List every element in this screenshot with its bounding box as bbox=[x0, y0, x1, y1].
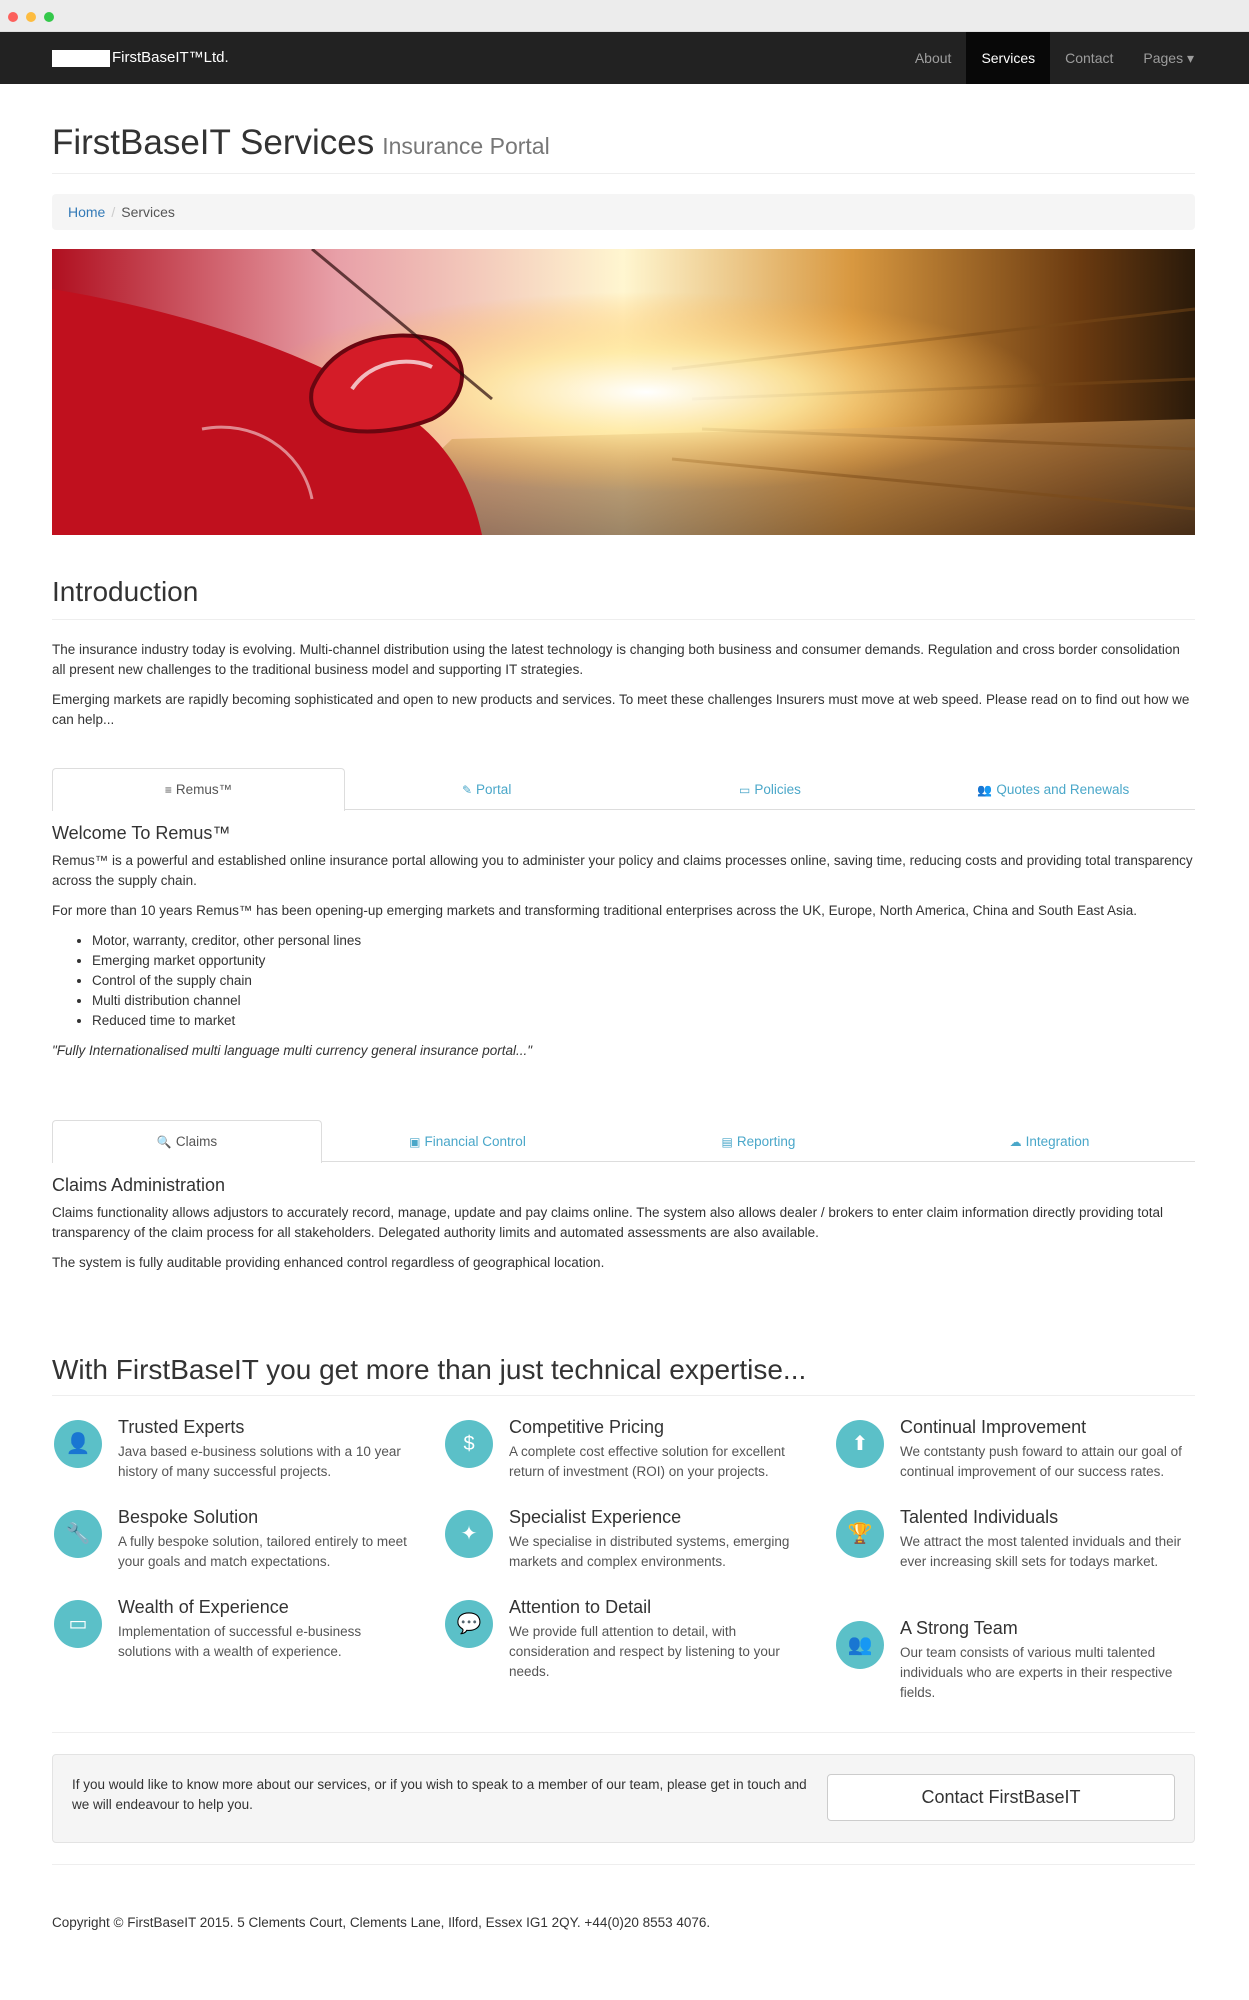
feature-competitive-pricing bbox=[443, 1414, 818, 1494]
desktop-icon: ▭ bbox=[54, 1600, 102, 1648]
tab-reporting[interactable] bbox=[613, 1120, 904, 1161]
claims-paragraph-2: The system is fully auditable providing enhanced control regardless of geographical location. bbox=[52, 1255, 605, 1270]
file-icon: ▤ bbox=[721, 1135, 733, 1149]
hero-car-illustration bbox=[52, 249, 1195, 535]
breadcrumb bbox=[52, 194, 1195, 230]
tab-remus[interactable] bbox=[52, 768, 345, 811]
database-icon: ≡ bbox=[164, 783, 172, 797]
money-icon: $ bbox=[445, 1420, 493, 1468]
feature-title: Competitive Pricing bbox=[509, 1417, 665, 1437]
money-icon: ▣ bbox=[409, 1135, 421, 1149]
tab-portal[interactable] bbox=[345, 768, 628, 809]
intro-heading: Introduction bbox=[52, 570, 1195, 620]
users-icon: 👥 bbox=[977, 783, 993, 797]
contact-callout-text: If you would like to know more about our services, or if you wish to speak to a member of our team, please get in touch and we will endeavour to help you. bbox=[72, 1777, 807, 1812]
feature-title: Bespoke Solution bbox=[118, 1507, 259, 1527]
team-icon: 👥 bbox=[836, 1621, 884, 1669]
tab-integration-label: Integration bbox=[1025, 1134, 1090, 1149]
tab-integration[interactable] bbox=[904, 1120, 1195, 1161]
product-tab-bar bbox=[52, 768, 1195, 810]
remus-paragraph-1: Remus™ is a powerful and established online insurance portal allowing you to administer your policy and claims processes online, saving time, reducing costs and providing total transparency across the supply chain. bbox=[52, 853, 1193, 888]
claims-paragraph-1: Claims functionality allows adjustors to accurately record, manage, update and pay claims online. The system also allows dealer / brokers to enter claim information directly providing total transparency of the claim process for all stakeholders. Delegated authority limits and automated assessments are also available. bbox=[52, 1205, 1164, 1240]
feature-continual-improvement bbox=[834, 1414, 1209, 1494]
feature-title: Specialist Experience bbox=[509, 1507, 682, 1527]
tab-quotes-label: Quotes and Renewals bbox=[996, 782, 1130, 797]
tab-financial-label: Financial Control bbox=[424, 1134, 526, 1149]
tab-claims[interactable] bbox=[52, 1120, 322, 1163]
nav-item-contact[interactable]: Contact bbox=[1065, 50, 1114, 66]
page-title bbox=[52, 118, 1195, 171]
remus-paragraph-2: For more than 10 years Remus™ has been opening-up emerging markets and transforming traditional enterprises across the UK, Europe, North America, China and South East Asia. bbox=[52, 903, 1138, 918]
feature-title: Trusted Experts bbox=[118, 1417, 245, 1437]
contact-callout bbox=[52, 1754, 1195, 1843]
edit-icon: ✎ bbox=[461, 783, 473, 797]
tab-portal-label: Portal bbox=[476, 782, 512, 797]
user-icon: 👤 bbox=[54, 1420, 102, 1468]
hero-image bbox=[52, 249, 1195, 535]
feature-title: A Strong Team bbox=[900, 1618, 1018, 1638]
tab-financial-control[interactable] bbox=[322, 1120, 613, 1161]
list-item: • Motor, warranty, creditor, other personal lines bbox=[92, 931, 1195, 951]
page-header bbox=[52, 118, 1195, 174]
trophy-icon: 🏆 bbox=[836, 1510, 884, 1558]
brand-logo-box bbox=[52, 50, 110, 67]
intro-section bbox=[52, 570, 1195, 730]
module-tab-bar bbox=[52, 1120, 1195, 1162]
contact-button[interactable]: Contact FirstBaseIT bbox=[827, 1774, 1175, 1821]
module-tabs bbox=[52, 1120, 1195, 1273]
remus-feature-list bbox=[52, 931, 1195, 1031]
feature-trusted-experts bbox=[52, 1414, 427, 1494]
nav-menu bbox=[900, 32, 1209, 84]
breadcrumb-separator: / bbox=[111, 204, 116, 220]
maximize-window-icon[interactable] bbox=[44, 12, 54, 22]
page-subtitle: Insurance Portal bbox=[382, 133, 550, 159]
nav-item-about[interactable]: About bbox=[914, 50, 952, 66]
feature-description: We attract the most talented inviduals and their ever increasing skill sets for todays market. bbox=[900, 1534, 1182, 1569]
feature-talented-individuals bbox=[834, 1504, 1209, 1604]
tab-reporting-label: Reporting bbox=[736, 1134, 796, 1149]
product-tabs bbox=[52, 768, 1195, 1061]
comment-icon: 💬 bbox=[445, 1600, 493, 1648]
feature-title: Wealth of Experience bbox=[118, 1597, 289, 1617]
remus-quote: "Fully Internationalised multi language multi currency general insurance portal..." bbox=[52, 1043, 533, 1058]
tab-claims-label: Claims bbox=[175, 1134, 218, 1149]
nav-item-services[interactable]: Services bbox=[966, 32, 1050, 84]
list-item: • Reduced time to market bbox=[92, 1011, 1195, 1031]
tab-policies-label: Policies bbox=[754, 782, 801, 797]
feature-bespoke-solution bbox=[52, 1504, 427, 1584]
remus-heading: Welcome To Remus™ bbox=[52, 823, 231, 843]
page-title-text: FirstBaseIT Services bbox=[52, 123, 375, 162]
claims-heading: Claims Administration bbox=[52, 1175, 226, 1195]
features-heading: With FirstBaseIT you get more than just technical expertise... bbox=[52, 1346, 1195, 1396]
tab-quotes-renewals[interactable] bbox=[912, 768, 1195, 809]
feature-description: We contstanty push foward to attain our goal of continual improvement of our success rates. bbox=[900, 1444, 1182, 1479]
feature-strong-team bbox=[834, 1615, 1209, 1715]
intro-paragraph-1: The insurance industry today is evolving. Multi-channel distribution using the latest technology is changing both business and consumer demands. Regulation and cross border consolidation all present new challenges to the traditional business model and supporting IT strategies. bbox=[52, 642, 1180, 677]
tab-remus-label: Remus™ bbox=[175, 782, 233, 797]
arrow-up-icon: ⬆ bbox=[836, 1420, 884, 1468]
divider bbox=[52, 1864, 1195, 1865]
magic-icon: ✦ bbox=[445, 1510, 493, 1558]
minimize-window-icon[interactable] bbox=[26, 12, 36, 22]
feature-attention-to-detail bbox=[443, 1594, 818, 1694]
search-icon: 🔍 bbox=[156, 1135, 172, 1149]
wrench-icon: 🔧 bbox=[54, 1510, 102, 1558]
tab-policies[interactable] bbox=[628, 768, 911, 809]
close-window-icon[interactable] bbox=[8, 12, 18, 22]
feature-specialist-experience bbox=[443, 1504, 818, 1584]
feature-description: A complete cost effective solution for excellent return of investment (ROI) on your projects. bbox=[509, 1444, 785, 1479]
feature-title: Attention to Detail bbox=[509, 1597, 652, 1617]
navbar bbox=[0, 32, 1249, 84]
list-item: • Multi distribution channel bbox=[92, 991, 1195, 1011]
feature-wealth-of-experience bbox=[52, 1594, 427, 1674]
list-item: • Control of the supply chain bbox=[92, 971, 1195, 991]
brand-name: FirstBaseIT™Ltd. bbox=[112, 48, 229, 66]
feature-description: A fully bespoke solution, tailored entirely to meet your goals and match expectations. bbox=[118, 1534, 407, 1569]
intro-paragraph-2: Emerging markets are rapidly becoming sophisticated and open to new products and services. To meet these challenges Insurers must move at web speed. Please read on to find out how we can help... bbox=[52, 692, 1190, 727]
feature-description: We provide full attention to detail, with consideration and respect by listening to your needs. bbox=[509, 1624, 780, 1679]
nav-item-pages-dropdown[interactable]: Pages ▾ bbox=[1143, 50, 1194, 66]
feature-description: Our team consists of various multi talented individuals who are experts in their respective fields. bbox=[900, 1645, 1173, 1700]
folder-icon: ▭ bbox=[739, 783, 751, 797]
cloud-icon: ☁ bbox=[1009, 1135, 1022, 1149]
footer-copyright: Copyright © FirstBaseIT 2015. 5 Clements Court, Clements Lane, Ilford, Essex IG1 2QY. +44(0)20 8553 4076. bbox=[52, 1915, 711, 1930]
feature-description: Implementation of successful e-business solutions with a wealth of experience. bbox=[118, 1624, 362, 1659]
brand-logo[interactable] bbox=[52, 45, 229, 71]
feature-title: Talented Individuals bbox=[900, 1507, 1059, 1527]
feature-title: Continual Improvement bbox=[900, 1417, 1087, 1437]
breadcrumb-home-link[interactable]: Home bbox=[68, 204, 106, 220]
divider bbox=[52, 1732, 1195, 1733]
list-item: • Emerging market opportunity bbox=[92, 951, 1195, 971]
features-section bbox=[52, 1346, 1195, 1396]
window-titlebar bbox=[0, 0, 1249, 32]
breadcrumb-current: Services bbox=[121, 204, 175, 220]
feature-description: Java based e-business solutions with a 10 year history of many successful projects. bbox=[118, 1444, 401, 1479]
feature-description: We specialise in distributed systems, emerging markets and complex environments. bbox=[509, 1534, 790, 1569]
